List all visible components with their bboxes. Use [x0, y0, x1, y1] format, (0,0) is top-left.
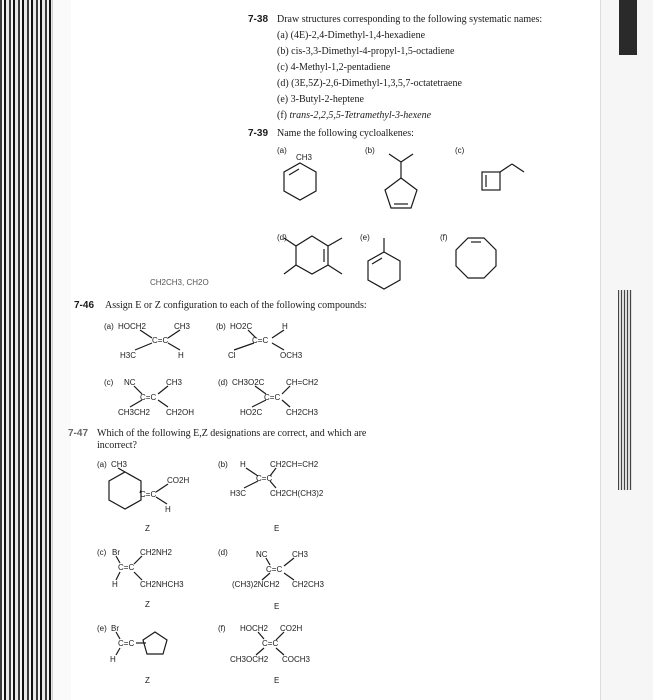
- problem-738-prompt: Draw structures corresponding to the following systematic names:: [277, 14, 543, 25]
- page-margin-right: [600, 0, 653, 700]
- answer-747-f: E: [274, 676, 280, 685]
- answer-747-a: Z: [145, 524, 150, 533]
- fragment-top-text: CH2CH3, CH2O: [150, 278, 209, 287]
- page-gutter-left: [52, 0, 71, 700]
- substituent-739-a: CH3: [296, 153, 313, 162]
- item-738-f: (f) trans-2,2,5,5-Tetramethyl-3-hexene: [277, 110, 432, 121]
- item-738-d: (d) (3E,5Z)-2,6-Dimethyl-1,3,5,7-octatetraene: [277, 78, 462, 89]
- cyclopentene-b-drawing: [385, 154, 417, 208]
- answer-747-c: Z: [145, 600, 150, 609]
- answer-747-b: E: [274, 524, 280, 533]
- answer-747-d: E: [274, 602, 280, 611]
- problem-746-number: 7-46: [74, 300, 95, 311]
- problem-747-prompt-line1: Which of the following E,Z designations are correct, and which are: [97, 428, 367, 439]
- label-739-d: (d): [277, 233, 287, 242]
- label-739-c: (c): [455, 146, 465, 155]
- item-738-e: (e) 3-Butyl-2-heptene: [277, 94, 364, 105]
- page-binding-left: [0, 0, 52, 700]
- margin-strip-top: [619, 0, 637, 55]
- bonds-747-a: [109, 468, 168, 509]
- margin-strip-mid: [618, 290, 632, 490]
- cyclobutene-c-drawing: [482, 164, 524, 190]
- item-738-a: (a) (4E)-2,4-Dimethyl-1,4-hexadiene: [277, 30, 426, 41]
- cyclohexene-e-drawing: [368, 238, 400, 289]
- cyclooctene-f-drawing: [456, 238, 496, 278]
- problem-747-number: 7-47: [68, 428, 89, 439]
- cyclohexene-a-drawing: [284, 163, 316, 200]
- label-739-f: (f): [440, 233, 448, 242]
- item-738-b: (b) cis-3,3-Dimethyl-4-propyl-1,5-octadiene: [277, 46, 455, 57]
- cyclohexene-d-drawing: [284, 236, 342, 274]
- label-739-e: (e): [360, 233, 370, 242]
- problem-746-prompt: Assign E or Z configuration to each of the following compounds:: [105, 300, 367, 311]
- problem-739-number: 7-39: [248, 128, 269, 139]
- answer-747-e: Z: [145, 676, 150, 685]
- problem-739-prompt: Name the following cycloalkenes:: [277, 128, 414, 139]
- label-739-b: (b): [365, 146, 375, 155]
- label-739-a: (a): [277, 146, 287, 155]
- item-738-c: (c) 4-Methyl-1,2-pentadiene: [277, 62, 391, 73]
- problem-747-prompt-line2: incorrect?: [97, 440, 137, 451]
- problem-738-number: 7-38: [248, 14, 269, 25]
